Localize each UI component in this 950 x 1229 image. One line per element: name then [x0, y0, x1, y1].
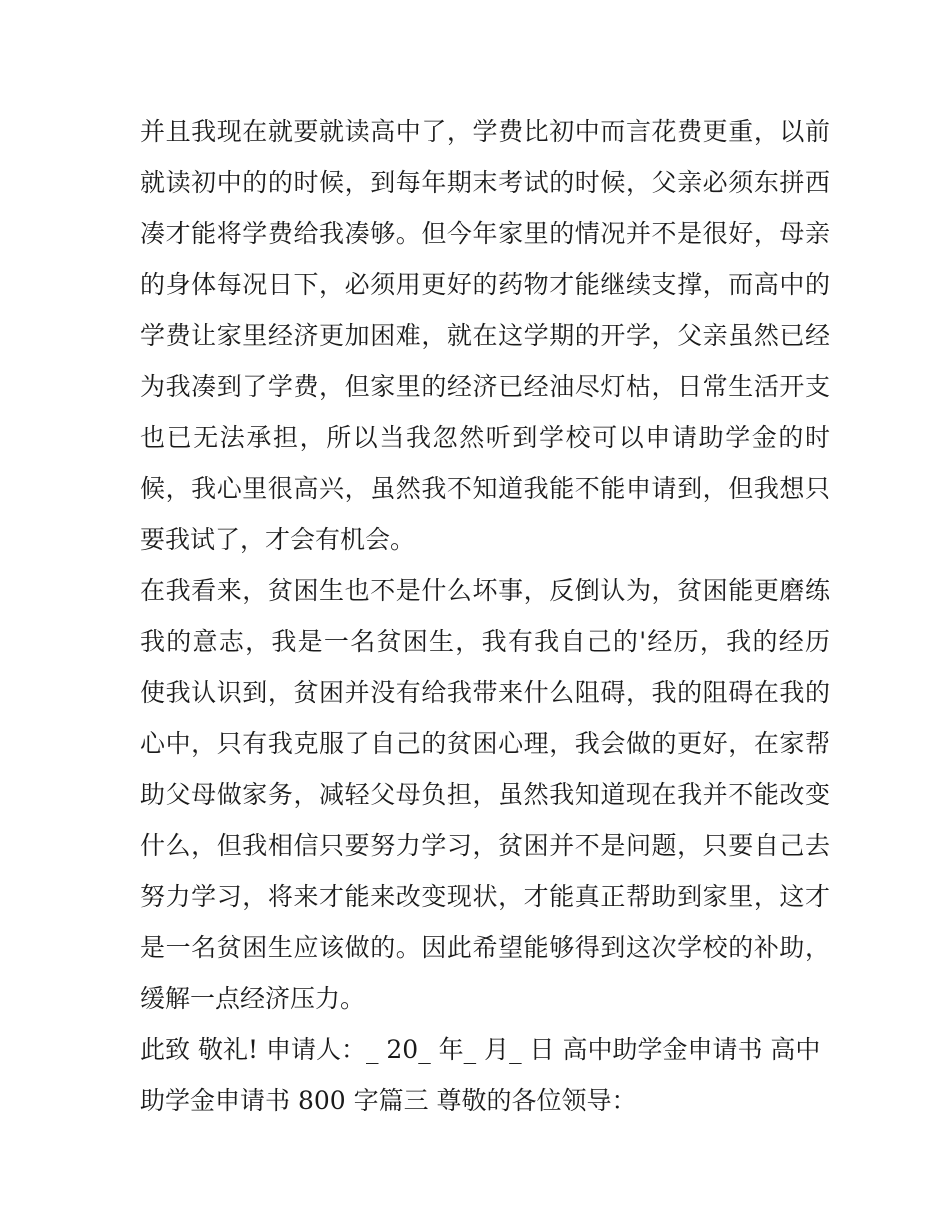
text-line: 学费让家里经济更加困难，就在这学期的开学，父亲虽然已经 [140, 321, 830, 350]
text-line: 凑才能将学费给我凑够。但今年家里的情况并不是很好，母亲 [140, 219, 830, 248]
text-line: 就读初中的的时候，到每年期末考试的时候，父亲必须东拼西 [140, 168, 830, 197]
text-line: 助学金申请书 800 字篇三 尊敬的各位领导： [140, 1086, 637, 1115]
text-line: 是一名贫困生应该做的。因此希望能够得到这次学校的补助， [140, 933, 830, 962]
text-line: 的身体每况日下，必须用更好的药物才能继续支撑，而高中的 [140, 270, 830, 299]
text-line: 并且我现在就要就读高中了，学费比初中而言花费更重，以前 [140, 117, 830, 146]
text-line: 使我认识到，贫困并没有给我带来什么阻碍，我的阻碍在我的 [140, 678, 830, 707]
text-line: 努力学习，将来才能来改变现状，才能真正帮助到家里，这才 [140, 882, 830, 911]
text-line: 助父母做家务，减轻父母负担，虽然我知道现在我并不能改变 [140, 780, 830, 809]
text-line: 心中，只有我克服了自己的贫困心理，我会做的更好，在家帮 [140, 729, 830, 758]
document-body [140, 106, 830, 1126]
text-line: 要我试了，才会有机会。 [140, 525, 416, 554]
text-line: 此致 敬礼! 申请人：_ 20_ 年_ 月_ 日 高中助学金申请书 高中 [140, 1035, 821, 1064]
text-line: 也已无法承担，所以当我忽然听到学校可以申请助学金的时 [140, 423, 830, 452]
text-line: 为我凑到了学费，但家里的经济已经油尽灯枯，日常生活开支 [140, 372, 830, 401]
text-line: 我的意志，我是一名贫困生，我有我自己的'经历，我的经历 [140, 627, 830, 656]
text-line: 在我看来，贫困生也不是什么坏事，反倒认为，贫困能更磨练 [140, 576, 830, 605]
text-line: 缓解一点经济压力。 [140, 984, 366, 1013]
text-line: 什么，但我相信只要努力学习，贫困并不是问题，只要自己去 [140, 831, 830, 860]
text-line: 候，我心里很高兴，虽然我不知道我能不能申请到，但我想只 [140, 474, 830, 503]
